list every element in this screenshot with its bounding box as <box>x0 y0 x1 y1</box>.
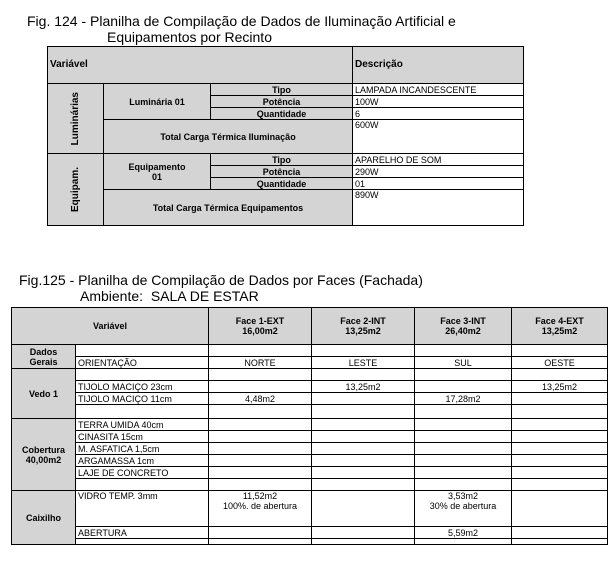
vedo-row-value: 17,28m2 <box>415 393 512 405</box>
face-header: Face 3-INT 26,40m2 <box>415 308 512 345</box>
vedo-row-value: 4,48m2 <box>209 393 312 405</box>
vedo-row-value <box>415 381 512 393</box>
eq-row-value: 290W <box>353 166 524 178</box>
empty-cell <box>312 443 415 455</box>
empty-cell <box>512 405 608 419</box>
empty-cell <box>512 369 608 381</box>
fig125-header-variavel: Variável <box>12 308 209 345</box>
empty-cell <box>209 455 312 467</box>
fig124-table <box>47 46 524 226</box>
cobertura-row-label: M. ASFATICA 1,5cm <box>76 443 209 455</box>
eq-row-label: Quantidade <box>211 178 353 190</box>
lum-row-value: 100W <box>353 96 524 108</box>
vidro-face1: 11,52m2 100%. de abertura <box>209 491 312 527</box>
empty-cell <box>312 431 415 443</box>
vidro-face3: 3,53m2 30% de abertura <box>415 491 512 527</box>
vedo-row-value <box>209 381 312 393</box>
lum-row-label: Tipo <box>211 84 353 96</box>
empty-cell <box>512 455 608 467</box>
cobertura-row-label: LAJE DE CONCRETO <box>76 467 209 479</box>
empty-cell <box>209 369 312 381</box>
empty-cell <box>209 467 312 479</box>
orientacao-value: LESTE <box>312 357 415 369</box>
empty-cell <box>512 431 608 443</box>
empty-cell <box>312 479 415 491</box>
empty-cell <box>512 419 608 431</box>
fig124-header-variavel: Variável <box>48 47 353 84</box>
empty-cell <box>76 345 209 357</box>
empty-cell <box>312 491 415 527</box>
empty-cell <box>512 479 608 491</box>
empty-cell <box>415 455 512 467</box>
group-equipamentos: Equipam. <box>48 154 104 226</box>
cobertura-label: Cobertura 40,00m2 <box>12 419 76 491</box>
lum-row-value: LAMPADA INCANDESCENTE <box>353 84 524 96</box>
empty-cell <box>312 539 415 545</box>
total-eq-value: 890W <box>353 190 524 226</box>
eq-row-value: 01 <box>353 178 524 190</box>
empty-cell <box>209 345 312 357</box>
empty-cell <box>312 467 415 479</box>
cobertura-row-label: ARGAMASSA 1cm <box>76 455 209 467</box>
empty-cell <box>76 539 209 545</box>
empty-cell <box>415 405 512 419</box>
empty-cell <box>209 479 312 491</box>
total-lum-value: 600W <box>353 120 524 154</box>
empty-cell <box>512 491 608 527</box>
orientacao-value: SUL <box>415 357 512 369</box>
face-header: Face 4-EXT 13,25m2 <box>512 308 608 345</box>
empty-cell <box>209 443 312 455</box>
empty-cell <box>312 345 415 357</box>
dados-gerais-label: Dados Gerais <box>12 345 76 369</box>
empty-cell <box>512 467 608 479</box>
vedo-row-value: 13,25m2 <box>312 381 415 393</box>
abertura-face3: 5,59m2 <box>415 527 512 539</box>
lum-row-value: 6 <box>353 108 524 120</box>
empty-cell <box>415 431 512 443</box>
vedo-label: Vedo 1 <box>12 369 76 419</box>
fig124-title-line1: Fig. 124 - Planilha de Compilação de Dados de Iluminação Artificial e <box>27 13 456 29</box>
empty-cell <box>415 345 512 357</box>
empty-cell <box>209 539 312 545</box>
luminaria-label: Luminária 01 <box>104 84 211 120</box>
total-eq-label: Total Carga Térmica Equipamentos <box>104 190 353 226</box>
empty-cell <box>312 455 415 467</box>
empty-cell <box>512 527 608 539</box>
empty-cell <box>512 345 608 357</box>
eq-row-label: Tipo <box>211 154 353 166</box>
empty-cell <box>415 419 512 431</box>
lum-row-label: Potência <box>211 96 353 108</box>
total-lum-label: Total Carga Térmica Iluminação <box>104 120 353 154</box>
empty-cell <box>76 369 209 381</box>
empty-cell <box>209 405 312 419</box>
vedo-row-label: TIJOLO MACIÇO 23cm <box>76 381 209 393</box>
orientacao-value: NORTE <box>209 357 312 369</box>
cobertura-row-label: CINASITA 15cm <box>76 431 209 443</box>
empty-cell <box>415 443 512 455</box>
empty-cell <box>209 419 312 431</box>
empty-cell <box>512 443 608 455</box>
empty-cell <box>76 405 209 419</box>
eq-row-value: APARELHO DE SOM <box>353 154 524 166</box>
group-luminarias: Luminárias <box>48 84 104 154</box>
empty-cell <box>312 419 415 431</box>
empty-cell <box>512 539 608 545</box>
eq-row-label: Potência <box>211 166 353 178</box>
empty-cell <box>312 405 415 419</box>
abertura-label: ABERTURA <box>76 527 209 539</box>
empty-cell <box>76 479 209 491</box>
fig124-title-line2: Equipamentos por Recinto <box>107 29 272 45</box>
vedo-row-value <box>312 393 415 405</box>
face-header: Face 2-INT 13,25m2 <box>312 308 415 345</box>
vedo-row-value <box>512 393 608 405</box>
empty-cell <box>312 527 415 539</box>
empty-cell <box>415 539 512 545</box>
empty-cell <box>415 369 512 381</box>
caixilho-label: Caixilho <box>12 491 76 545</box>
fig124-header-descricao: Descrição <box>353 47 524 84</box>
cobertura-row-label: TERRA UMIDA 40cm <box>76 419 209 431</box>
vedo-row-value: 13,25m2 <box>512 381 608 393</box>
empty-cell <box>209 431 312 443</box>
fig125-title-line2: Ambiente: SALA DE ESTAR <box>80 288 259 304</box>
empty-cell <box>312 369 415 381</box>
fig125-title-line1: Fig.125 - Planilha de Compilação de Dados por Faces (Fachada) <box>19 272 423 288</box>
equipamento-label: Equipamento 01 <box>104 154 211 190</box>
orientacao-label: ORIENTAÇÃO <box>76 357 209 369</box>
empty-cell <box>209 527 312 539</box>
empty-cell <box>415 467 512 479</box>
lum-row-label: Quantidade <box>211 108 353 120</box>
empty-cell <box>415 479 512 491</box>
vidro-label: VIDRO TEMP. 3mm <box>76 491 209 527</box>
vedo-row-label: TIJOLO MACIÇO 11cm <box>76 393 209 405</box>
fig125-table <box>11 307 608 545</box>
face-header: Face 1-EXT 16,00m2 <box>209 308 312 345</box>
orientacao-value: OESTE <box>512 357 608 369</box>
